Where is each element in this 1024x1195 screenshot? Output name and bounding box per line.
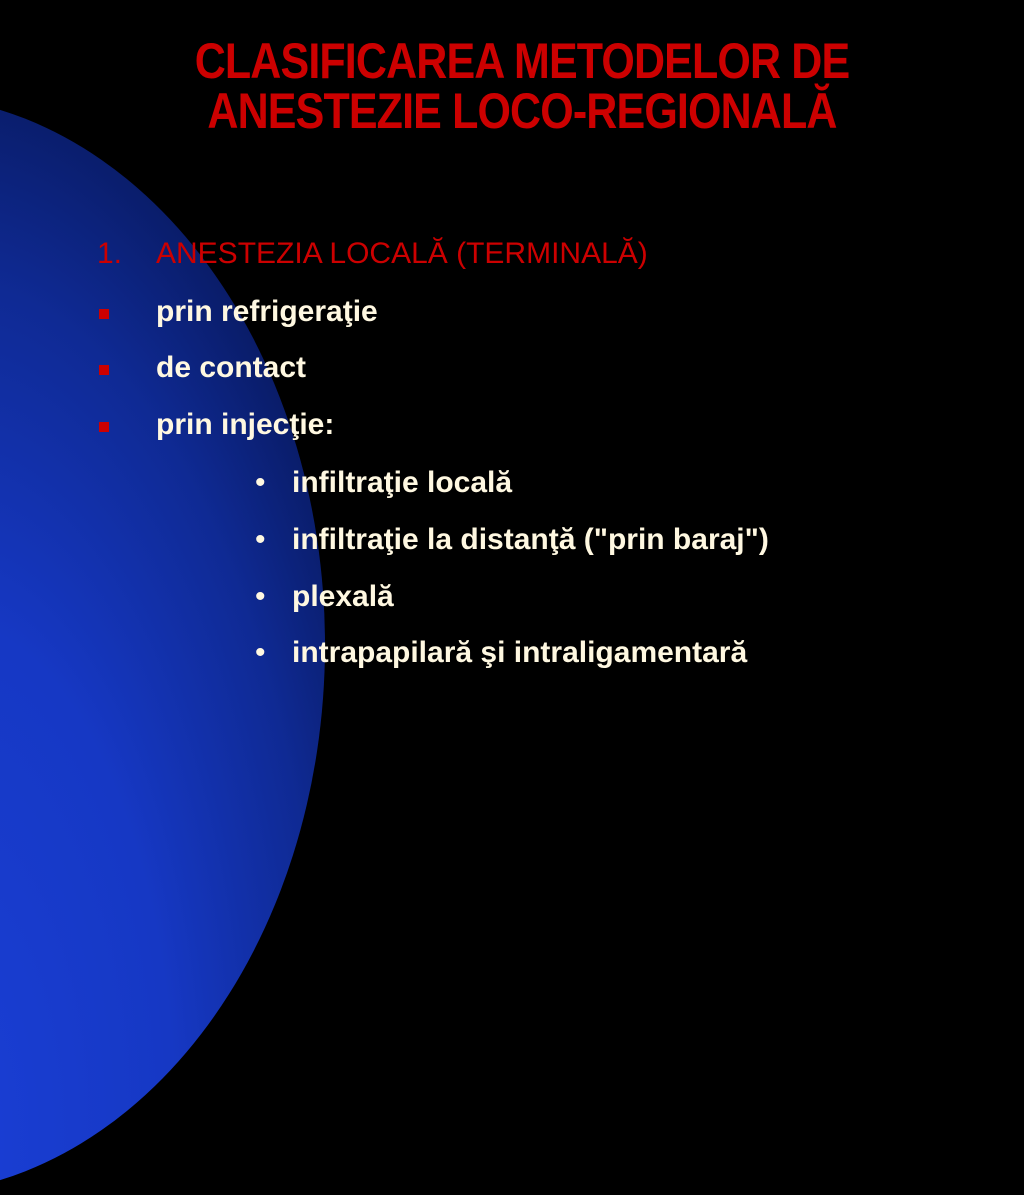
square-bullet-icon xyxy=(99,422,109,432)
square-bullet-icon xyxy=(99,309,109,319)
list-item-text: de contact xyxy=(156,351,307,384)
slide-title xyxy=(125,33,920,139)
round-bullet-icon: • xyxy=(255,580,266,613)
round-bullet-icon: • xyxy=(255,636,266,669)
title-line-1: CLASIFICAREA METODELOR DE xyxy=(194,33,850,89)
sub-list-item-text: plexală xyxy=(292,580,394,613)
section-heading-text: ANESTEZIA LOCALĂ (TERMINALĂ) xyxy=(156,237,648,270)
section-number: 1. xyxy=(97,237,123,270)
list-item-text: prin refrigeraţie xyxy=(156,295,378,328)
list-item-text: prin injecţie: xyxy=(156,408,335,441)
round-bullet-icon: • xyxy=(255,466,266,499)
square-bullet-icon xyxy=(99,365,109,375)
sub-list-item-text: infiltraţie locală xyxy=(292,466,513,499)
title-line-2: ANESTEZIE LOCO-REGIONALĂ xyxy=(207,83,837,139)
sub-list-item-text: intrapapilară şi intraligamentară xyxy=(292,636,748,669)
round-bullet-icon: • xyxy=(255,523,266,556)
sub-list-item-text: infiltraţie la distanţă ("prin baraj") xyxy=(292,523,769,556)
